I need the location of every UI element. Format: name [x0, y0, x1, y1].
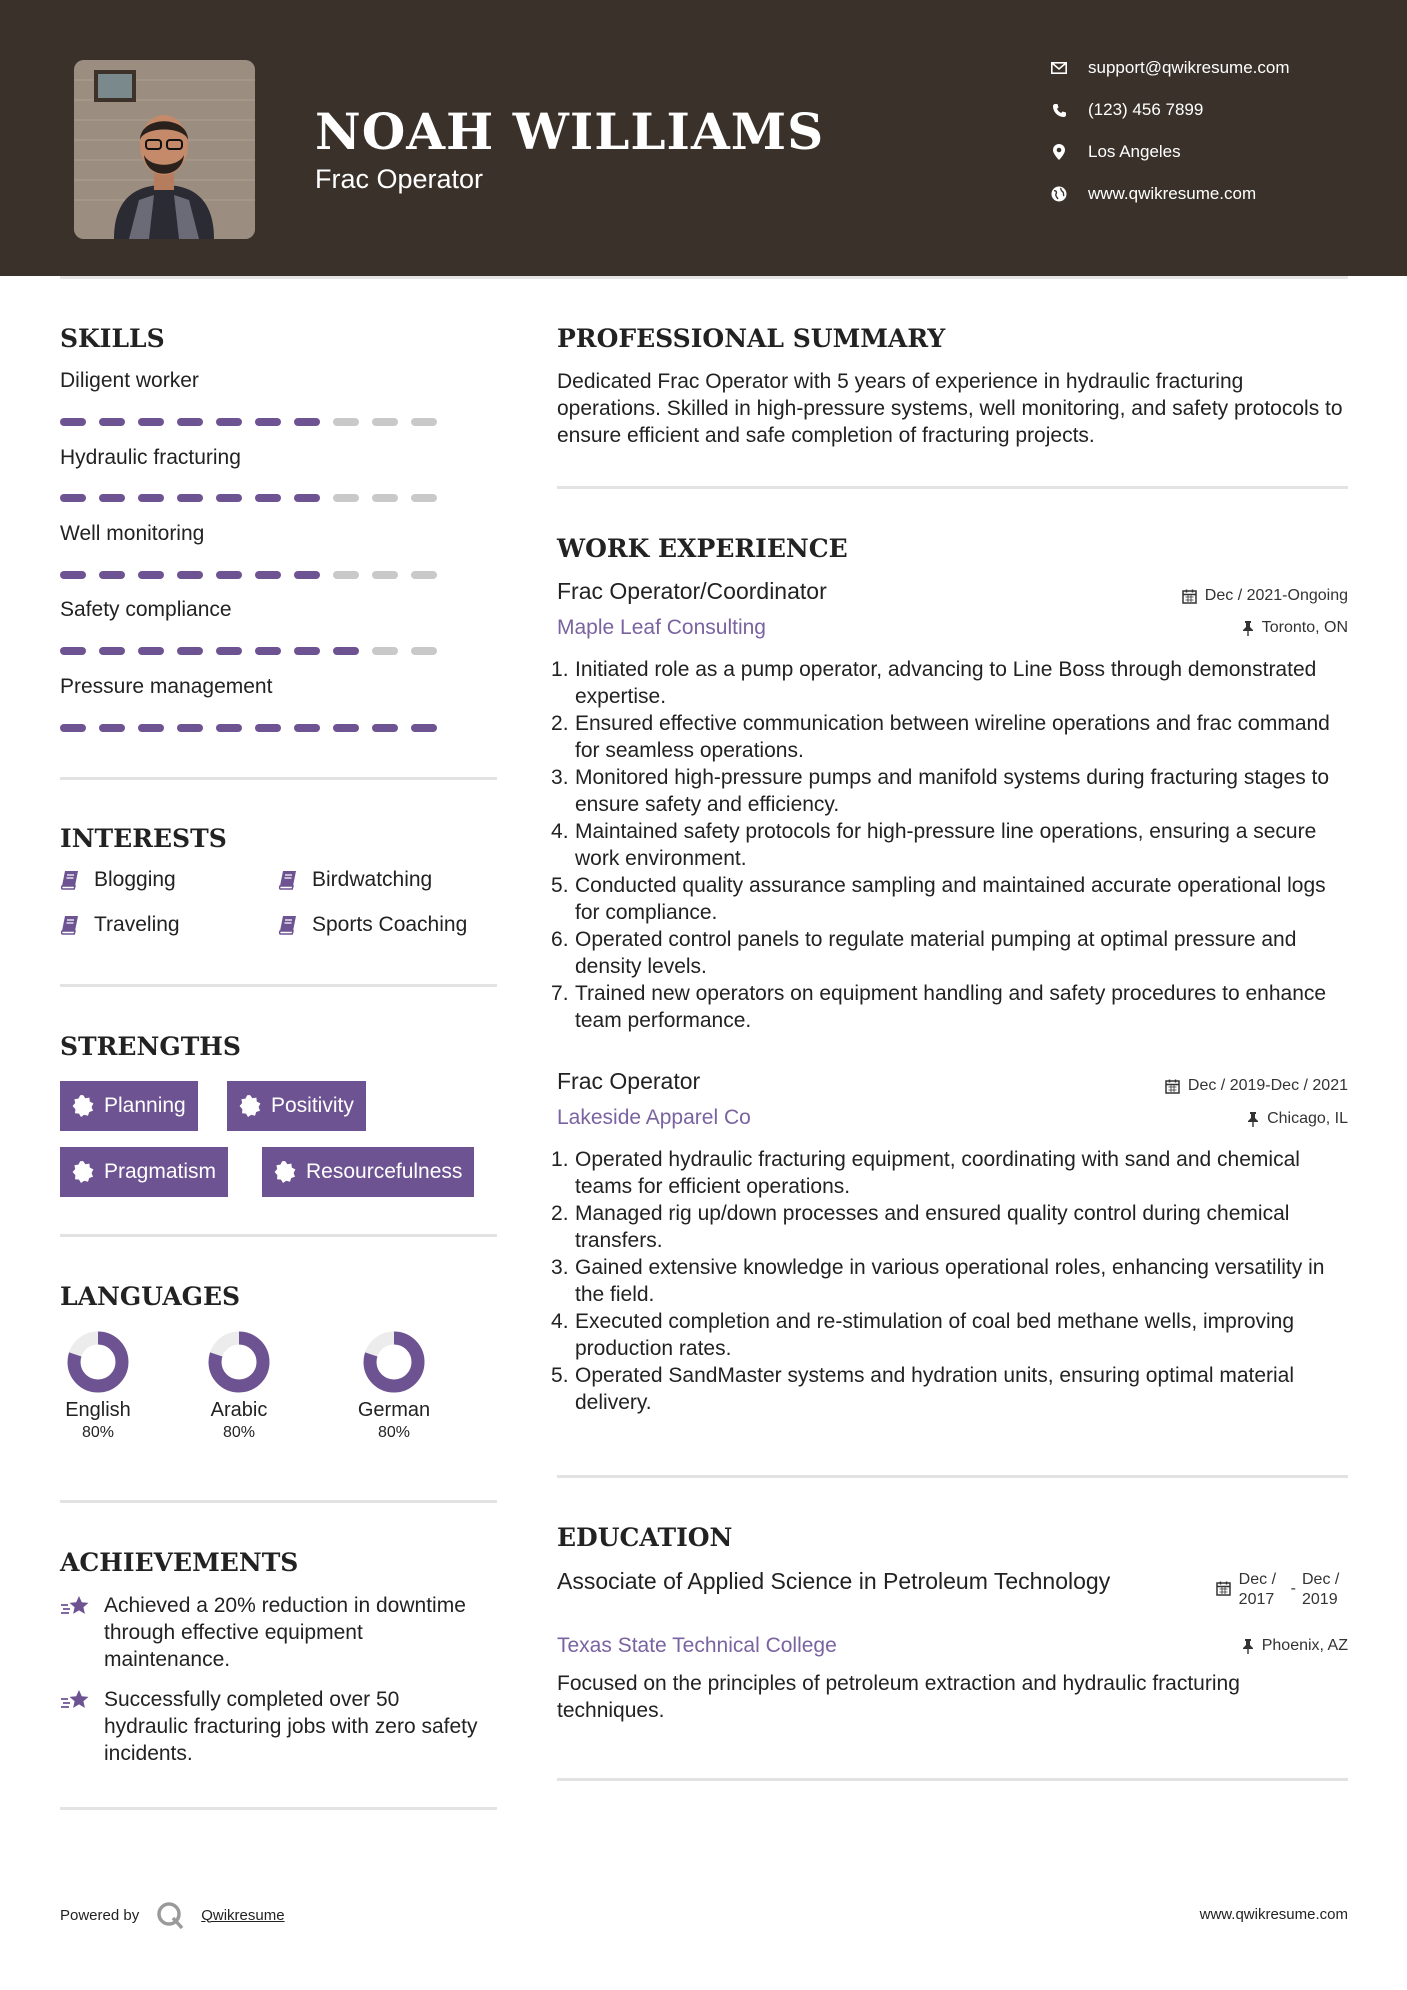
- skill-rating-segment: [294, 647, 320, 655]
- skill-rating-bar: [60, 494, 437, 502]
- footer-powered-by: [60, 1900, 285, 1930]
- candidate-name: NOAH WILLIAMS: [315, 102, 825, 161]
- phone-icon: [1050, 101, 1068, 119]
- shooting-star-icon: [60, 1592, 104, 1673]
- skill-rating-segment: [255, 571, 281, 579]
- education-location: [1242, 1637, 1348, 1655]
- skill-rating-bar: [60, 418, 437, 426]
- skill-rating-segment: [255, 647, 281, 655]
- skill-rating-segment: [255, 724, 281, 732]
- location-pin-icon: [1050, 143, 1068, 161]
- strength-label: Positivity: [271, 1094, 354, 1117]
- achievement-item: [60, 1686, 480, 1767]
- skill-rating-segment: [411, 494, 437, 502]
- language-percent: 80%: [222, 1424, 256, 1441]
- pushpin-icon: [1242, 621, 1254, 636]
- badge-icon: [72, 1161, 94, 1183]
- job-bullet: Monitored high-pressure pumps and manifold systems during fracturing stages to ensure safety and efficiency.: [575, 766, 1330, 816]
- interest-label: Birdwatching: [312, 868, 433, 891]
- skill-rating-segment: [216, 647, 242, 655]
- section-divider: [557, 1778, 1348, 1781]
- language-name: Arabic: [210, 1399, 268, 1421]
- job-bullets: [557, 1146, 1348, 1416]
- job-bullet: Initiated role as a pump operator, advancing to Line Boss through demonstrated expertise.: [575, 658, 1317, 708]
- contact-location-text: Los Angeles: [1088, 142, 1181, 161]
- skill-rating-segment: [138, 724, 164, 732]
- job-location: [1247, 1110, 1348, 1128]
- education-degree: Associate of Applied Science in Petroleum Technology: [557, 1568, 1111, 1594]
- skill-rating-segment: [333, 571, 359, 579]
- skill-rating-segment: [99, 724, 125, 732]
- skill-rating-segment: [372, 571, 398, 579]
- book-icon: [60, 870, 80, 890]
- skill-rating-segment: [372, 494, 398, 502]
- skill-rating-segment: [216, 571, 242, 579]
- skill-rating-segment: [294, 724, 320, 732]
- skill-rating-segment: [333, 647, 359, 655]
- achievement-item: [60, 1592, 480, 1673]
- education-location-text: Phoenix, AZ: [1261, 1637, 1348, 1654]
- skill-rating-segment: [99, 571, 125, 579]
- skill-rating-bar: [60, 571, 437, 579]
- skill-rating-bar: [60, 647, 437, 655]
- contact-email[interactable]: [1050, 58, 1290, 78]
- skill-rating-segment: [411, 724, 437, 732]
- skill-rating-segment: [60, 647, 86, 655]
- badge-icon: [274, 1161, 296, 1183]
- strength-label: Pragmatism: [104, 1160, 217, 1183]
- language-item: [184, 1331, 294, 1442]
- interest-item: [60, 868, 176, 892]
- skill-rating-segment: [216, 724, 242, 732]
- skill-rating-segment: [99, 418, 125, 426]
- skill-label: Safety compliance: [60, 598, 232, 621]
- job-bullets: [557, 656, 1348, 1034]
- language-item: [339, 1331, 449, 1442]
- job-bullet: Operated SandMaster systems and hydration units, ensuring optimal material delivery.: [575, 1364, 1295, 1414]
- strength-tag: [60, 1147, 228, 1197]
- education-school: Texas State Technical College: [557, 1634, 837, 1657]
- interest-label: Traveling: [94, 913, 180, 936]
- job-dates-text: Dec / 2021-Ongoing: [1204, 587, 1348, 604]
- footer-url[interactable]: www.qwikresume.com: [1199, 1906, 1348, 1923]
- job-dates: [1182, 587, 1348, 605]
- powered-by-text: Powered by: [60, 1906, 140, 1924]
- skill-rating-segment: [333, 418, 359, 426]
- skill-rating-segment: [60, 571, 86, 579]
- calendar-icon: [1165, 1079, 1180, 1094]
- skill-rating-segment: [138, 647, 164, 655]
- globe-icon: [1050, 185, 1068, 203]
- achievement-text: Successfully completed over 50 hydraulic fracturing jobs with zero safety incidents.: [104, 1688, 478, 1765]
- summary-heading: PROFESSIONAL SUMMARY: [557, 324, 946, 353]
- skill-rating-segment: [177, 724, 203, 732]
- skill-rating-segment: [177, 571, 203, 579]
- contact-location: [1050, 142, 1181, 162]
- language-item: [43, 1331, 153, 1442]
- interest-label: Sports Coaching: [312, 913, 468, 936]
- skill-rating-segment: [411, 418, 437, 426]
- strengths-heading: STRENGTHS: [60, 1032, 241, 1061]
- skill-rating-segment: [177, 494, 203, 502]
- job-bullet: Executed completion and re-stimulation of coal bed methane wells, improving production rates.: [575, 1310, 1295, 1360]
- skill-rating-bar: [60, 724, 437, 732]
- summary-text: Dedicated Frac Operator with 5 years of experience in hydraulic fracturing operations. Skilled in high-pressure systems, well monitoring, and safety protocols to ensure efficient and safe completion of fracturing projects.: [557, 370, 1343, 447]
- job-location-text: Chicago, IL: [1267, 1110, 1348, 1127]
- section-divider: [557, 1475, 1348, 1478]
- language-name: English: [65, 1399, 131, 1421]
- strength-tag: [227, 1081, 366, 1131]
- language-percent: 80%: [81, 1424, 115, 1441]
- education-date-end: Dec / 2019: [1302, 1571, 1340, 1608]
- strength-label: Resourcefulness: [306, 1160, 463, 1183]
- achievement-text: Achieved a 20% reduction in downtime through effective equipment maintenance.: [104, 1594, 466, 1671]
- skill-label: Well monitoring: [60, 522, 205, 545]
- job-location: [1242, 619, 1348, 637]
- badge-icon: [72, 1095, 94, 1117]
- skill-rating-segment: [411, 571, 437, 579]
- interest-item: [278, 868, 432, 892]
- job-bullet: Trained new operators on equipment handling and safety procedures to enhance team performance.: [575, 982, 1327, 1032]
- book-icon: [278, 915, 298, 935]
- section-divider: [60, 984, 497, 987]
- skill-rating-segment: [372, 647, 398, 655]
- skill-rating-segment: [294, 494, 320, 502]
- shooting-star-icon: [60, 1686, 104, 1767]
- section-divider: [557, 486, 1348, 489]
- job-bullet: Ensured effective communication between wireline operations and frac command for seamless operations.: [575, 712, 1330, 762]
- contact-website[interactable]: [1050, 184, 1256, 204]
- language-percent: 80%: [377, 1424, 411, 1441]
- education-dates: [1216, 1570, 1348, 1610]
- skill-rating-segment: [60, 724, 86, 732]
- section-divider: [60, 1500, 497, 1503]
- skill-rating-segment: [177, 418, 203, 426]
- achievements-heading: ACHIEVEMENTS: [60, 1548, 299, 1577]
- job-bullet: Managed rig up/down processes and ensured quality control during chemical transfers.: [575, 1202, 1290, 1252]
- job-bullet: Conducted quality assurance sampling and maintained accurate operational logs for compliance.: [575, 874, 1326, 924]
- badge-icon: [239, 1095, 261, 1117]
- job-bullet: Operated hydraulic fracturing equipment, coordinating with sand and chemical teams for efficient operations.: [575, 1148, 1300, 1198]
- pushpin-icon: [1247, 1112, 1259, 1127]
- skill-rating-segment: [99, 494, 125, 502]
- skill-rating-segment: [216, 494, 242, 502]
- languages-heading: LANGUAGES: [60, 1282, 241, 1311]
- job-company: Lakeside Apparel Co: [557, 1106, 751, 1129]
- education-description: Focused on the principles of petroleum extraction and hydraulic fracturing techniques.: [557, 1672, 1240, 1722]
- skill-label: Pressure management: [60, 675, 273, 698]
- skill-rating-segment: [255, 494, 281, 502]
- contact-email-text: support@qwikresume.com: [1088, 58, 1290, 77]
- profile-photo: [74, 60, 255, 239]
- skill-rating-segment: [294, 571, 320, 579]
- job-role: Frac Operator/Coordinator: [557, 578, 827, 604]
- skill-label: Hydraulic fracturing: [60, 446, 241, 469]
- section-divider: [60, 1234, 497, 1237]
- language-proficiency-ring: [67, 1331, 129, 1393]
- header-divider: [60, 276, 1348, 279]
- strength-tag: [262, 1147, 474, 1197]
- job-bullet: Operated control panels to regulate material pumping at optimal pressure and density levels.: [575, 928, 1297, 978]
- skill-rating-segment: [411, 647, 437, 655]
- section-divider: [60, 1807, 497, 1810]
- education-heading: EDUCATION: [557, 1523, 733, 1552]
- qwikresume-link[interactable]: Qwikresume: [201, 1906, 285, 1924]
- skill-rating-segment: [255, 418, 281, 426]
- job-company: Maple Leaf Consulting: [557, 616, 766, 639]
- language-name: German: [357, 1399, 431, 1421]
- skill-rating-segment: [372, 724, 398, 732]
- skill-rating-segment: [138, 494, 164, 502]
- book-icon: [278, 870, 298, 890]
- skill-rating-segment: [99, 647, 125, 655]
- skills-heading: SKILLS: [60, 324, 165, 353]
- pushpin-icon: [1242, 1639, 1254, 1654]
- contact-phone[interactable]: [1050, 100, 1203, 120]
- interest-label: Blogging: [94, 868, 176, 891]
- job-dates-text: Dec / 2019-Dec / 2021: [1187, 1077, 1348, 1094]
- interests-heading: INTERESTS: [60, 824, 227, 853]
- date-separator: -: [1290, 1580, 1296, 1597]
- language-proficiency-ring: [363, 1331, 425, 1393]
- language-proficiency-ring: [208, 1331, 270, 1393]
- job-location-text: Toronto, ON: [1261, 619, 1348, 636]
- interest-item: [278, 913, 467, 937]
- strength-tag: [60, 1081, 198, 1131]
- job-role: Frac Operator: [557, 1068, 701, 1094]
- interest-item: [60, 913, 180, 937]
- calendar-icon: [1182, 589, 1197, 604]
- skill-rating-segment: [138, 418, 164, 426]
- skill-rating-segment: [138, 571, 164, 579]
- skill-rating-segment: [177, 647, 203, 655]
- skill-rating-segment: [333, 724, 359, 732]
- qwikresume-logo-icon: [155, 1900, 185, 1930]
- skill-rating-segment: [60, 418, 86, 426]
- education-date-start: Dec / 2017: [1238, 1571, 1277, 1608]
- section-divider: [60, 777, 497, 780]
- contact-phone-text: (123) 456 7899: [1088, 100, 1204, 119]
- skill-label: Diligent worker: [60, 369, 199, 392]
- calendar-icon: [1216, 1581, 1231, 1596]
- email-icon: [1050, 59, 1068, 77]
- header: [0, 0, 1407, 276]
- book-icon: [60, 915, 80, 935]
- strength-label: Planning: [104, 1094, 186, 1117]
- job-bullet: Maintained safety protocols for high-pressure line operations, ensuring a secure work environment.: [575, 820, 1317, 870]
- skill-rating-segment: [60, 494, 86, 502]
- skill-rating-segment: [372, 418, 398, 426]
- skill-rating-segment: [333, 494, 359, 502]
- candidate-title: Frac Operator: [315, 164, 484, 194]
- skill-rating-segment: [216, 418, 242, 426]
- job-bullet: Gained extensive knowledge in various operational roles, enhancing versatility in the field.: [575, 1256, 1325, 1306]
- skill-rating-segment: [294, 418, 320, 426]
- experience-heading: WORK EXPERIENCE: [557, 534, 848, 563]
- contact-website-text: www.qwikresume.com: [1088, 184, 1257, 203]
- job-dates: [1165, 1077, 1348, 1095]
